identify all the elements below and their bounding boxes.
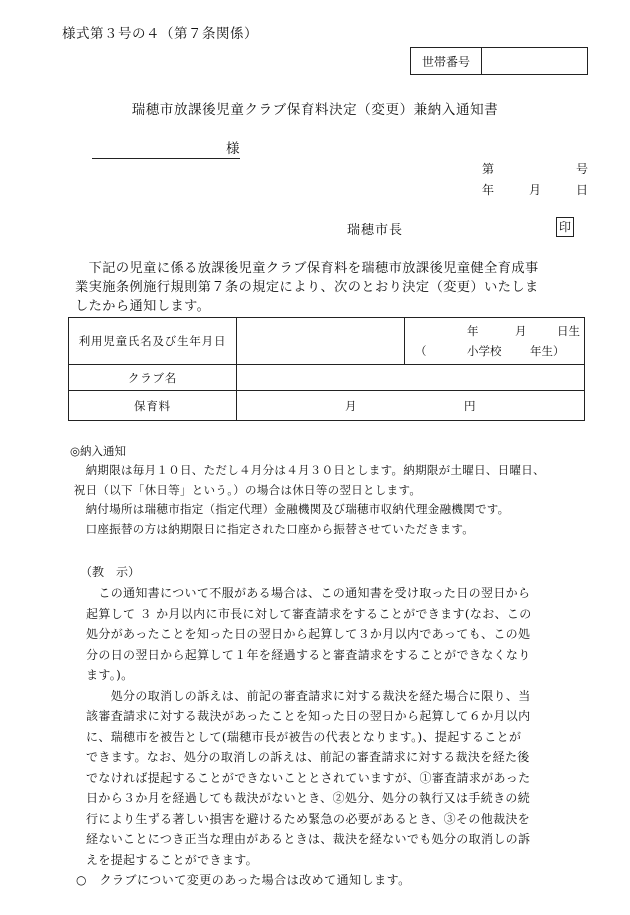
payment-notice-line: 口座振替の方は納期限日に指定された口座から振替させていただきます。 — [62, 521, 475, 536]
fee-yen-label: 円 — [464, 399, 476, 413]
household-number-field[interactable] — [482, 48, 588, 75]
fee-month-label: 月 — [345, 399, 357, 413]
instruction-line: でなければ提起することができないこととされていますが、①審査請求があった — [86, 770, 531, 785]
document-title: 瑞穂市放課後児童クラブ保育料決定（変更）兼納入通知書 — [131, 102, 499, 118]
instruction-line: 該審査請求に対する裁決があったことを知った日の翌日から起算して６か月以内 — [86, 709, 531, 723]
instruction-line: 日から３か月を経過しても裁決がないとき、②処分、処分の執行又は手続きの続 — [86, 791, 531, 805]
instruction-line: 起算して ３ か月以内に市長に対して審査請求をすることができます(なお、この — [86, 606, 532, 621]
club-name-label: クラブ名 — [69, 365, 237, 391]
instruction-line: 処分があったことを知った日の翌日から起算して３か月以内であっても、この処 — [86, 627, 531, 641]
birth-day-label: 日生 — [557, 324, 580, 338]
instruction-line: できます。なお、処分の取消しの訴えは、前記の審査請求に対する裁決を経た後 — [86, 750, 530, 764]
intro-line: したから通知します。 — [75, 299, 211, 314]
doc-number-suffix: 号 — [576, 162, 589, 176]
instruction-line: 経ないことにつき正当な理由があるときは、裁決を経ないでも処分の取消しの訴 — [86, 832, 531, 846]
payment-notice-line: 納期限は毎月１０日、ただし４月分は４月３０日とします。納期限が土曜日、日曜日、 — [62, 463, 545, 477]
household-number-box — [410, 47, 588, 75]
grade-open-paren: （ — [415, 344, 427, 358]
child-name-field[interactable] — [237, 318, 405, 365]
intro-paragraph — [75, 259, 595, 316]
child-info-table — [68, 317, 585, 421]
payment-notice-heading: ◎納入通知 — [70, 444, 127, 458]
fee-label: 保育料 — [69, 391, 237, 421]
household-number-label: 世帯番号 — [411, 48, 482, 75]
date-day-label: 日 — [576, 183, 589, 197]
date-year-label: 年 — [482, 183, 495, 197]
addressee-honorific: 様 — [226, 141, 240, 157]
instruction-heading: （教 示） — [80, 565, 141, 579]
addressee-name-field[interactable] — [92, 139, 240, 159]
birth-year-label: 年 — [467, 324, 479, 338]
instruction-body — [86, 583, 606, 870]
school-label: 小学校 — [467, 344, 502, 358]
child-birth-grade-cell[interactable] — [405, 318, 585, 365]
seal-mark: 印 — [556, 217, 574, 237]
doc-number-prefix: 第 — [482, 162, 495, 176]
instruction-line: 行により生ずる著しい損害を避けるため緊急の必要があるとき、③その他裁決を — [86, 811, 531, 826]
child-name-label: 利用児童氏名及び生年月日 — [69, 318, 237, 365]
grade-label: 年生） — [530, 344, 565, 358]
fee-field[interactable] — [237, 391, 585, 421]
club-change-note: ○ クラブについて変更のあった場合は改めて通知します。 — [76, 873, 411, 887]
payment-notice-line: 祝日（以下「休日等」という。）の場合は休日等の翌日とします。 — [62, 482, 422, 497]
payment-notice-line: 納付場所は瑞穂市指定（指定代理）金融機関及び瑞穂市収納代理金融機関です。 — [62, 502, 510, 516]
instruction-line: ます。)。 — [86, 668, 134, 682]
instruction-line: えを提起することができます。 — [86, 852, 258, 867]
form-number: 様式第３号の４（第７条関係） — [62, 26, 258, 42]
club-name-field[interactable] — [237, 365, 585, 391]
instruction-line: に、瑞穂市を被告として(瑞穂市長が被告の代表となります。)、提起することが — [86, 729, 522, 744]
payment-notice-body — [62, 461, 607, 539]
date-month-label: 月 — [529, 183, 542, 197]
intro-line: 業実施条例施行規則第７条の規定により、次のとおり決定（変更）いたしま — [75, 280, 539, 295]
birth-month-label: 月 — [515, 324, 527, 338]
instruction-line: 処分の取消しの訴えは、前記の審査請求に対する裁決を経た場合に限り、当 — [86, 688, 531, 703]
instruction-line: 分の日の翌日から起算して１年を経過すると審査請求をすることができなくなり — [86, 647, 531, 662]
intro-line: 下記の児童に係る放課後児童クラブ保育料を瑞穂市放課後児童健全育成事 — [75, 261, 539, 276]
issuer-name: 瑞穂市長 — [347, 223, 404, 238]
instruction-line: この通知書について不服がある場合は、この通知書を受け取った日の翌日から — [86, 586, 531, 600]
